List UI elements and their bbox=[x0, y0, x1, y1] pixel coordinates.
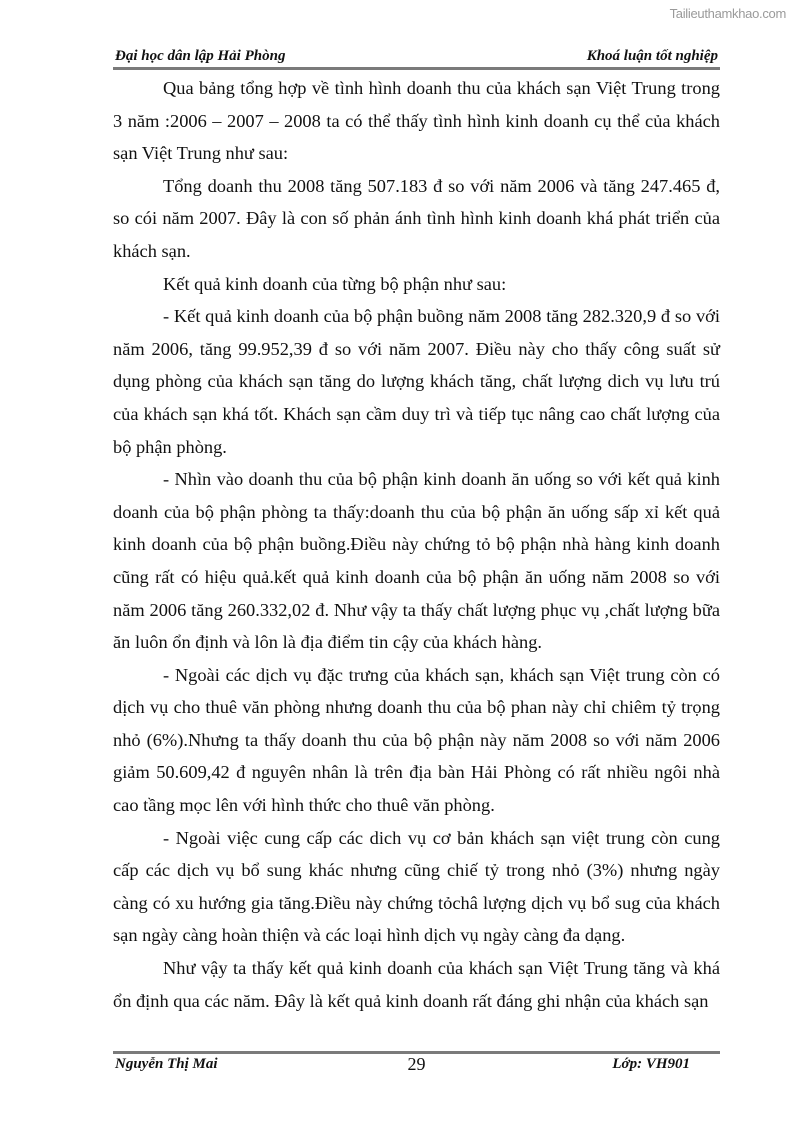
document-body bbox=[113, 72, 720, 1017]
paragraph: Tổng doanh thu 2008 tăng 507.183 đ so với năm 2006 và tăng 247.465 đ, so cói năm 2007. Đây là con số phản ánh tình hình kinh doanh khá phát triển của khách sạn. bbox=[113, 175, 720, 261]
page-footer bbox=[113, 1056, 720, 1078]
watermark: Tailieuthamkhao.com bbox=[669, 6, 786, 21]
paragraph: Như vậy ta thấy kết quả kinh doanh của khách sạn Việt Trung tăng và khá ổn định qua các năm. Đây là kết quả kinh doanh rất đáng ghi nhận của khách sạn bbox=[113, 958, 720, 1011]
header-rule bbox=[113, 67, 720, 70]
paragraph: - Ngoài các dịch vụ đặc trưng của khách sạn, khách sạn Việt trung còn có dịch vụ cho thuê văn phòng nhưng doanh thu của bộ phan này chỉ chiêm tỷ trọng nhỏ (6%).Nhưng ta thấy doanh thu của bộ phận này năm 2008 so với năm 2006 giảm 50.609,42 đ nguyên nhân là trên địa bàn Hải Phòng có rất nhiều ngôi nhà cao tầng mọc lên với hình thức cho thuê văn phòng. bbox=[113, 664, 720, 816]
footer-author: Nguyễn Thị Mai bbox=[115, 1056, 218, 1072]
header-university: Đại học dân lập Hải Phòng bbox=[115, 48, 286, 64]
paragraph: Kết quả kinh doanh của từng bộ phận như sau: bbox=[163, 273, 507, 294]
page-number: 29 bbox=[407, 1054, 426, 1074]
paragraph: Qua bảng tổng hợp về tình hình doanh thu của khách sạn Việt Trung trong 3 năm :2006 – 2007 – 2008 ta có thể thấy tình hình kinh doanh cụ thể của khách sạn Việt Trung như sau: bbox=[113, 78, 720, 164]
paragraph: - Nhìn vào doanh thu của bộ phận kinh doanh ăn uống so với kết quả kinh doanh của bộ phận phòng ta thấy:doanh thu của bộ phận ăn uống sấp xỉ kết quả kinh doanh của bộ phận buồng.Điều này chứng tỏ bộ phận nhà hàng kinh doanh cũng rất có hiệu quả.kết quả kinh doanh của bộ phận ăn uống năm 2008 so với năm 2006 tăng 260.332,02 đ. Như vậy ta thấy chất lượng phục vụ ,chất lượng bữa ăn luôn ổn định và lôn là địa điểm tin cậy của khách hàng. bbox=[113, 469, 720, 653]
footer-class: Lớp: VH901 bbox=[612, 1056, 690, 1072]
paragraph: - Kết quả kinh doanh của bộ phận buồng năm 2008 tăng 282.320,9 đ so với năm 2006, tăng 99.952,39 đ so với năm 2007. Điều này cho thấy công suất sử dụng phòng của khách sạn tăng do lượng khách tăng, chất lượng dich vụ lưu trú của khách sạn khá tốt. Khách sạn cầm duy trì và tiếp tục nâng cao chất lượng của bộ phận phòng. bbox=[113, 306, 720, 457]
page-header bbox=[113, 48, 720, 68]
paragraph: - Ngoài việc cung cấp các dich vụ cơ bản khách sạn việt trung còn cung cấp các dịch vụ bổ sung khác nhưng cũng chiế tỷ trong nhỏ (3%) nhưng ngày càng có xu hướng gia tăng.Điều này chứng tỏchâ lượng dịch vụ bổ sug của khách sạn ngày càng hoàn thiện và các loại hình dịch vụ ngày càng đa dạng. bbox=[113, 827, 720, 946]
header-document-type: Khoá luận tốt nghiệp bbox=[586, 48, 718, 64]
